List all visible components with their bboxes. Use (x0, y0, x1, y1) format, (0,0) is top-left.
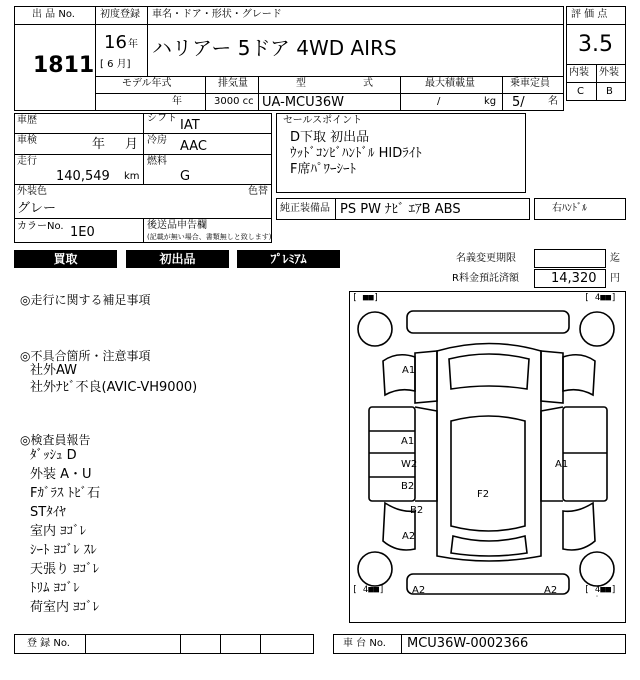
inspector-title: ◎検査員報告 (20, 433, 91, 447)
displacement: 3000 cc (214, 96, 254, 107)
badge-purchase: 買取 (14, 250, 117, 268)
tire-top-left-label: [ ■■] (352, 293, 380, 303)
lot-label: 出 品 No. (32, 9, 75, 20)
badge-first-listing: 初出品 (126, 250, 229, 268)
steering-value: 右ﾊﾝﾄﾞﾙ (552, 203, 587, 214)
name-change-note: 迄 (610, 253, 620, 264)
mark-w2: W2 (401, 459, 418, 470)
inspector-1: ﾀﾞｯｼｭ D (30, 448, 77, 463)
recycle-value: 14,320 (551, 271, 597, 286)
docs-note: (記載が無い場合、書類無しと致します) (147, 233, 272, 241)
inspection-label: 車検 (17, 135, 37, 146)
first-reg-year: 16 (104, 32, 127, 53)
max-load: / (437, 96, 441, 107)
color-change-label: 色替 (248, 186, 268, 197)
car-label: 車名・ドア・形状・グレード (152, 9, 282, 20)
inspector-4: STﾀｲﾔ (30, 505, 66, 520)
reg-no-label: 登 録 No. (27, 638, 70, 649)
history-label: 車歴 (17, 115, 37, 126)
inspector-5: 室内 ﾖｺﾞﾚ (30, 524, 87, 539)
defect-1: 社外AW (30, 363, 78, 378)
recycle-label: R料金預託済額 (452, 273, 519, 284)
color-label: 外装色 (17, 186, 47, 197)
inspector-9: 荷室内 ﾖｺﾞﾚ (30, 600, 100, 615)
exterior-label: 外装 (599, 67, 619, 78)
color-no-value: 1E0 (70, 225, 95, 240)
car-name: ハリアー 5ドア 4WD AIRS (152, 36, 397, 60)
capacity: 5/ (512, 95, 525, 110)
sales-points-label: セールスポイント (283, 115, 363, 126)
shift-label: シフト (147, 113, 177, 124)
mark-a2-left: A2 (402, 531, 416, 542)
inspector-8: ﾄﾘﾑ ﾖｺﾞﾚ (30, 581, 80, 596)
year-unit: 年 (128, 39, 138, 50)
inspection-year: 年 (92, 137, 106, 152)
chassis-label: 車 台 No. (343, 638, 386, 649)
inspection-month: 月 (125, 137, 139, 152)
recycle-unit: 円 (610, 273, 620, 284)
lot-number: 1811 (33, 53, 95, 78)
ac-value: AAC (180, 139, 207, 154)
fuel-label: 燃料 (147, 156, 167, 167)
sales-point-1: D下取 初出品 (290, 130, 370, 145)
chassis-number: MCU36W-0002366 (407, 636, 529, 651)
mark-a2-bottom-left: A2 (412, 585, 426, 596)
tire-bottom-right-label: [ 4■■] (584, 585, 617, 595)
max-load-unit: kg (484, 96, 497, 107)
badge-premium: ﾌﾟﾚﾐｱﾑ (237, 250, 340, 268)
inspector-3: Fｶﾞﾗｽ ﾄﾋﾞ石 (30, 486, 101, 501)
name-change-label: 名義変更期限 (456, 253, 516, 264)
first-reg-month: [ 6 月] (100, 59, 131, 70)
tire-bottom-left-label: [ 4■■] (352, 585, 385, 595)
interior-label: 内装 (569, 67, 589, 78)
equipment-value: PS PW ﾅﾋﾞ ｴｱB ABS (340, 202, 461, 217)
mark-a1-right: A1 (555, 459, 569, 470)
shift-value: IAT (180, 118, 200, 133)
mark-a1-left: A1 (401, 436, 415, 447)
equipment-label: 純正装備品 (280, 203, 330, 214)
exterior-grade: B (606, 86, 613, 97)
tire-top-right-label: [ 4■■] (584, 293, 617, 303)
model-code: UA-MCU36W (262, 95, 345, 110)
sales-point-3: F席ﾊﾟﾜｰｼｰﾄ (290, 162, 356, 177)
fuel-value: G (180, 169, 191, 184)
mark-f2: F2 (477, 489, 490, 500)
model-label: 型 (296, 78, 306, 89)
mark-a1-top: A1 (402, 365, 416, 376)
color-value: グレー (17, 201, 57, 216)
model-year-unit: 年 (172, 96, 182, 107)
capacity-label: 乗車定員 (510, 78, 550, 89)
mileage-label: 走行 (17, 156, 37, 167)
docs-label: 後送品申告欄 (147, 220, 207, 231)
capacity-unit: 名 (548, 96, 558, 107)
score-value: 3.5 (578, 32, 613, 57)
running-notes-title: ◎走行に関する補足事項 (20, 293, 151, 307)
defects-title: ◎不具合箇所・注意事項 (20, 349, 151, 363)
interior-grade: C (577, 86, 584, 97)
car-outline-svg (349, 291, 626, 623)
inspector-2: 外装 A・U (30, 467, 92, 482)
model-label-2: 式 (363, 78, 373, 89)
score-label: 評 価 点 (571, 9, 608, 20)
color-no-label: カラーNo. (17, 221, 64, 232)
mark-b2-low: B2 (410, 505, 424, 516)
max-load-label: 最大積載量 (425, 78, 475, 89)
inspector-6: ｼｰﾄ ﾖｺﾞﾚ ｽﾚ (30, 543, 97, 558)
ac-label: 冷房 (147, 135, 167, 146)
inspector-7: 天張り ﾖｺﾞﾚ (30, 562, 100, 577)
sales-point-2: ｳｯﾄﾞｺﾝﾋﾞﾊﾝﾄﾞﾙ HIDﾗｲﾄ (290, 146, 422, 161)
mark-a2-bottom-right: A2 (544, 585, 558, 596)
model-year-label: モデル年式 (122, 78, 172, 89)
mileage-unit: km (124, 171, 140, 182)
first-reg-label: 初度登録 (100, 9, 140, 20)
defect-2: 社外ﾅﾋﾞ不良(AVIC-VH9000) (30, 380, 198, 395)
name-change-box (534, 249, 606, 268)
mark-b2-left: B2 (401, 481, 415, 492)
mileage-value: 140,549 (56, 169, 110, 184)
displacement-label: 排気量 (218, 78, 248, 89)
